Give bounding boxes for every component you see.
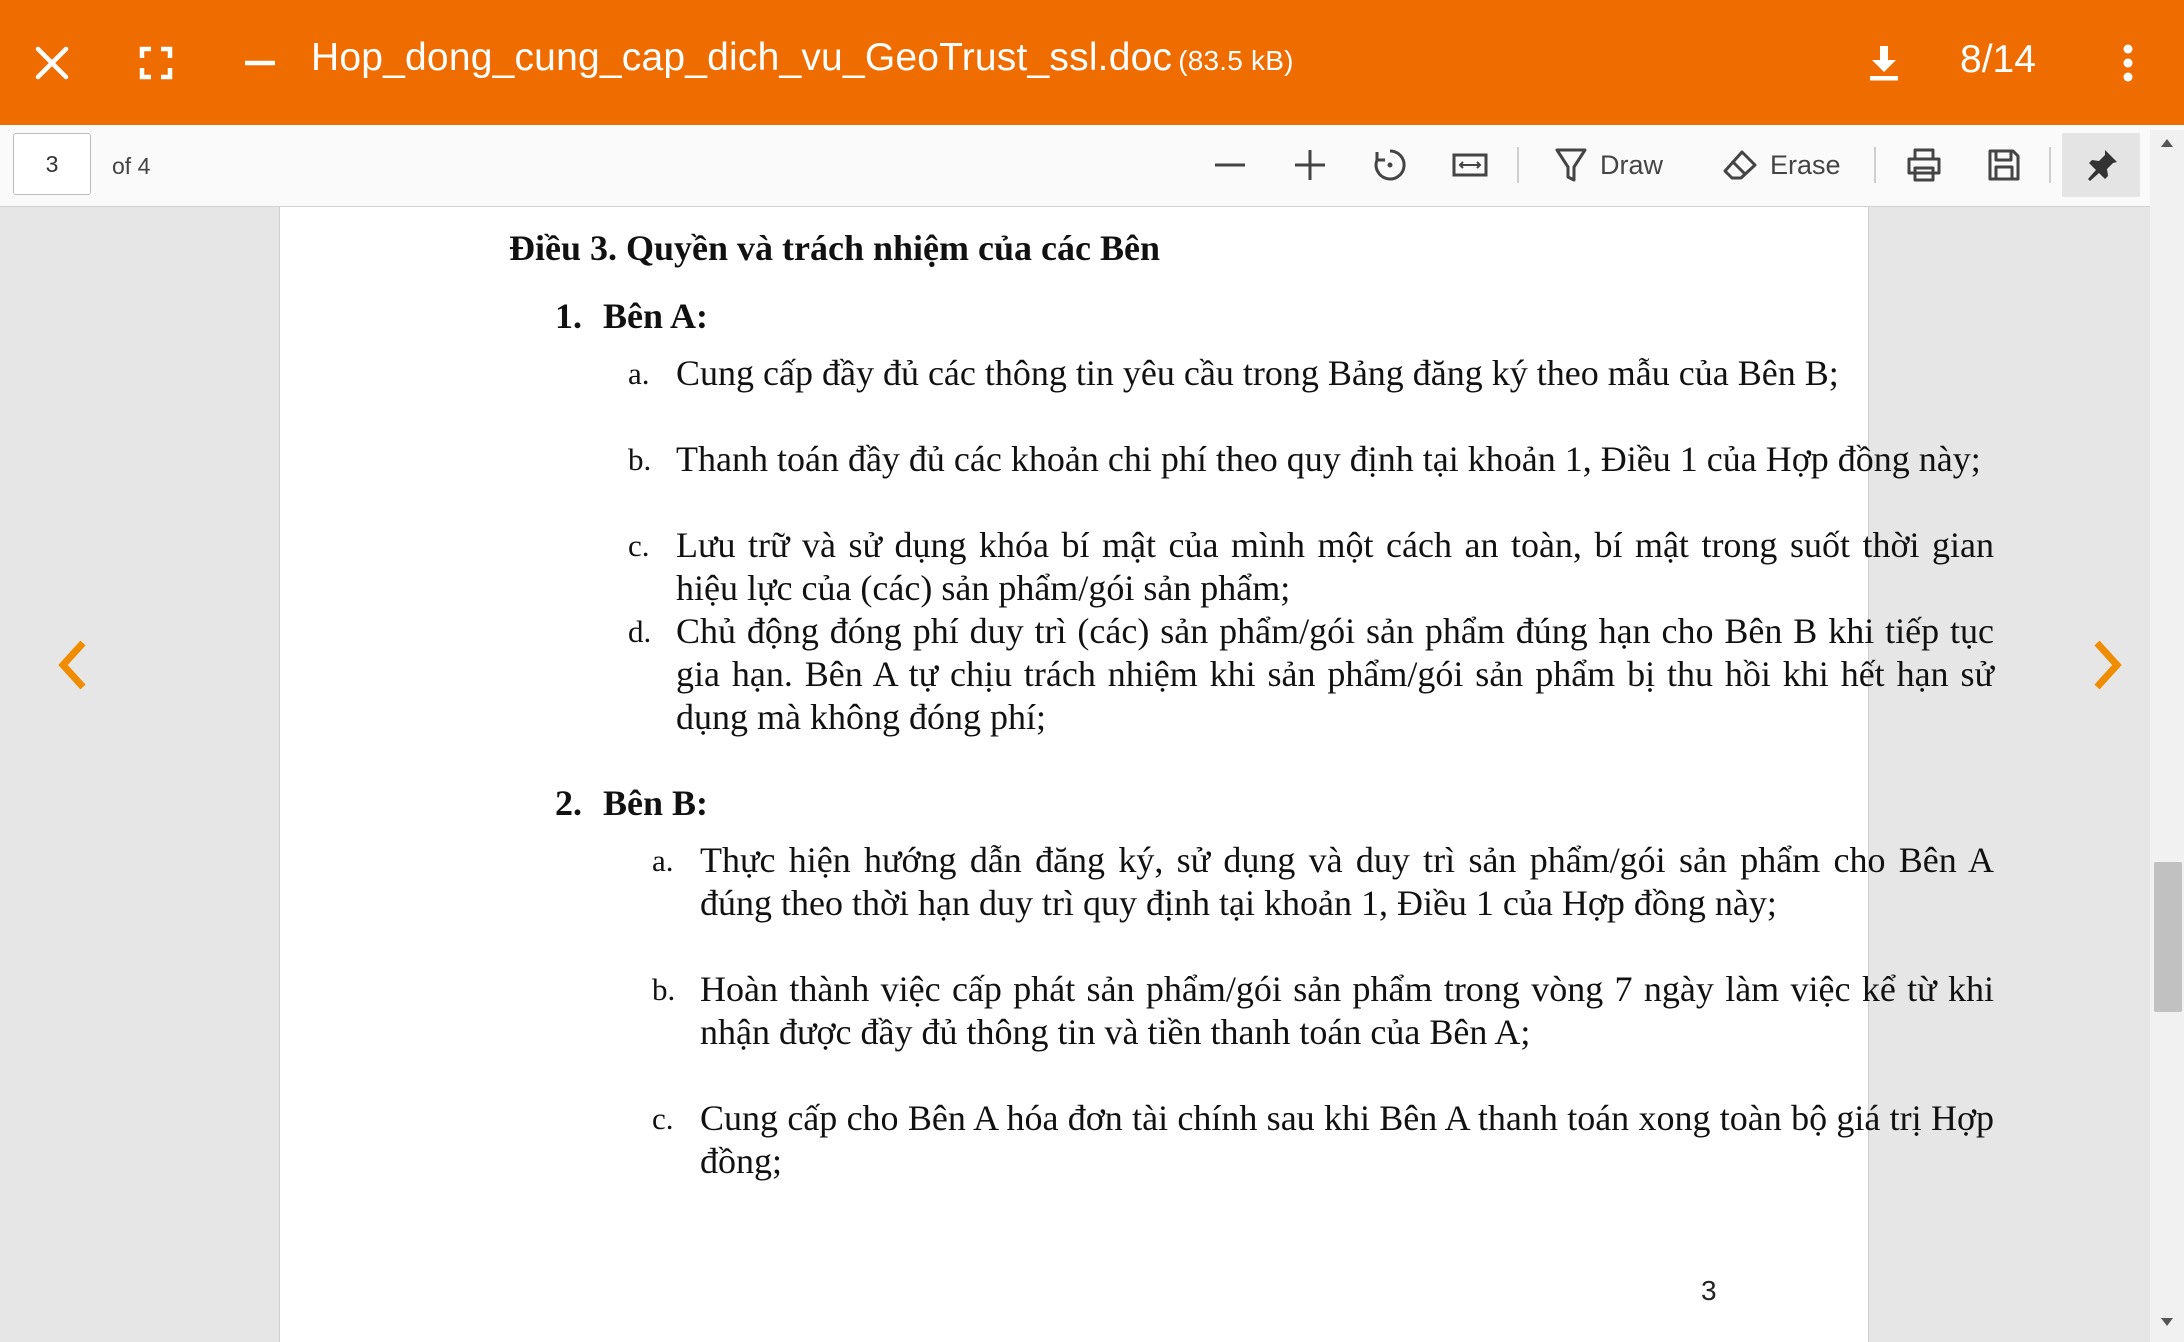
item-text: Thực hiện hướng dẫn đăng ký, sử dụng và duy trì sản phẩm/gói sản phẩm cho Bên A đúng theo thời hạn duy trì quy định tại khoản 1, Điều 1 của Hợp đồng này; bbox=[700, 840, 1994, 923]
item-label: a. bbox=[628, 356, 650, 391]
item-label: c. bbox=[628, 528, 650, 563]
list-item bbox=[652, 1097, 1994, 1183]
prev-page-button[interactable] bbox=[42, 635, 102, 695]
download-icon[interactable] bbox=[1852, 31, 1916, 95]
section-heading bbox=[555, 782, 708, 824]
toolbar-divider bbox=[1517, 147, 1519, 183]
draw-label: Draw bbox=[1600, 149, 1664, 180]
item-label: a. bbox=[652, 843, 674, 878]
chevron-right-icon bbox=[2091, 639, 2125, 691]
item-label: c. bbox=[652, 1101, 674, 1136]
item-label: b. bbox=[628, 442, 652, 477]
page-number: 3 bbox=[1701, 1275, 1717, 1306]
page-total-label: of 4 bbox=[112, 153, 151, 179]
chevron-left-icon bbox=[55, 639, 89, 691]
list-item bbox=[628, 438, 1994, 481]
fullscreen-icon[interactable] bbox=[124, 31, 188, 95]
vertical-scrollbar[interactable] bbox=[2150, 130, 2184, 1342]
app-header bbox=[0, 0, 2184, 125]
erase-button[interactable] bbox=[1722, 135, 1841, 195]
section-number: 2. bbox=[555, 783, 582, 823]
item-text: Chủ động đóng phí duy trì (các) sản phẩm/gói sản phẩm đúng hạn cho Bên B khi tiếp tục gia hạn. Bên A tự chịu trách nhiệm khi sản phẩm/gói sản phẩm bị thu hồi khi hết hạn sử dụng mà không đóng phí; bbox=[676, 611, 1994, 737]
save-icon[interactable] bbox=[1982, 135, 2026, 195]
section-title: Bên A: bbox=[603, 296, 709, 336]
draw-button[interactable] bbox=[1554, 135, 1663, 195]
next-page-button[interactable] bbox=[2078, 635, 2138, 695]
section-heading bbox=[555, 295, 708, 337]
list-item bbox=[628, 610, 1994, 739]
draw-icon bbox=[1554, 147, 1588, 183]
page-number-input[interactable] bbox=[13, 133, 91, 195]
list-item bbox=[652, 839, 1994, 925]
scroll-up-icon[interactable] bbox=[2157, 133, 2177, 153]
more-vert-icon[interactable] bbox=[2096, 31, 2160, 95]
item-text: Thanh toán đầy đủ các khoản chi phí theo quy định tại khoản 1, Điều 1 của Hợp đồng này; bbox=[676, 439, 1981, 479]
item-label: b. bbox=[652, 972, 676, 1007]
zoom-out-icon[interactable] bbox=[1208, 135, 1252, 195]
section-number: 1. bbox=[555, 296, 582, 336]
zoom-in-icon[interactable] bbox=[1288, 135, 1332, 195]
viewer-toolbar bbox=[0, 125, 2184, 207]
fit-width-icon[interactable] bbox=[1448, 135, 1492, 195]
file-size: (83.5 kB) bbox=[1178, 45, 1294, 76]
file-counter: 8/14 bbox=[1960, 38, 2036, 81]
section-title: Bên B: bbox=[603, 783, 709, 823]
list-item bbox=[652, 968, 1994, 1054]
document-page bbox=[279, 207, 1994, 1342]
file-title bbox=[311, 36, 1294, 80]
item-text: Lưu trữ và sử dụng khóa bí mật của mình một cách an toàn, bí mật trong suốt thời gian hiệu lực của (các) sản phẩm/gói sản phẩm; bbox=[676, 525, 1994, 608]
scrollbar-thumb[interactable] bbox=[2154, 862, 2182, 1012]
item-text: Cung cấp cho Bên A hóa đơn tài chính sau khi Bên A thanh toán xong toàn bộ giá trị Hợp đồng; bbox=[700, 1098, 1994, 1181]
file-name: Hop_dong_cung_cap_dich_vu_GeoTrust_ssl.doc bbox=[311, 36, 1173, 79]
list-item bbox=[628, 524, 1994, 610]
print-icon[interactable] bbox=[1902, 135, 1946, 195]
list-item bbox=[628, 352, 1994, 395]
toolbar-divider bbox=[2049, 147, 2051, 183]
erase-icon bbox=[1722, 149, 1758, 181]
item-text: Cung cấp đầy đủ các thông tin yêu cầu trong Bảng đăng ký theo mẫu của Bên B; bbox=[676, 353, 1839, 393]
rotate-icon[interactable] bbox=[1368, 135, 1412, 195]
item-label: d. bbox=[628, 614, 652, 649]
pin-icon[interactable] bbox=[2080, 135, 2124, 195]
scroll-down-icon[interactable] bbox=[2157, 1312, 2177, 1332]
item-text: Hoàn thành việc cấp phát sản phẩm/gói sản phẩm trong vòng 7 ngày làm việc kể từ khi nhận được đầy đủ thông tin và tiền thanh toán của Bên A; bbox=[700, 969, 1994, 1052]
erase-label: Erase bbox=[1770, 149, 1841, 180]
minimize-icon[interactable] bbox=[228, 31, 292, 95]
toolbar-divider bbox=[1874, 147, 1876, 183]
article-heading: Điều 3. Quyền và trách nhiệm của các Bên bbox=[509, 228, 1160, 268]
close-icon[interactable] bbox=[20, 31, 84, 95]
